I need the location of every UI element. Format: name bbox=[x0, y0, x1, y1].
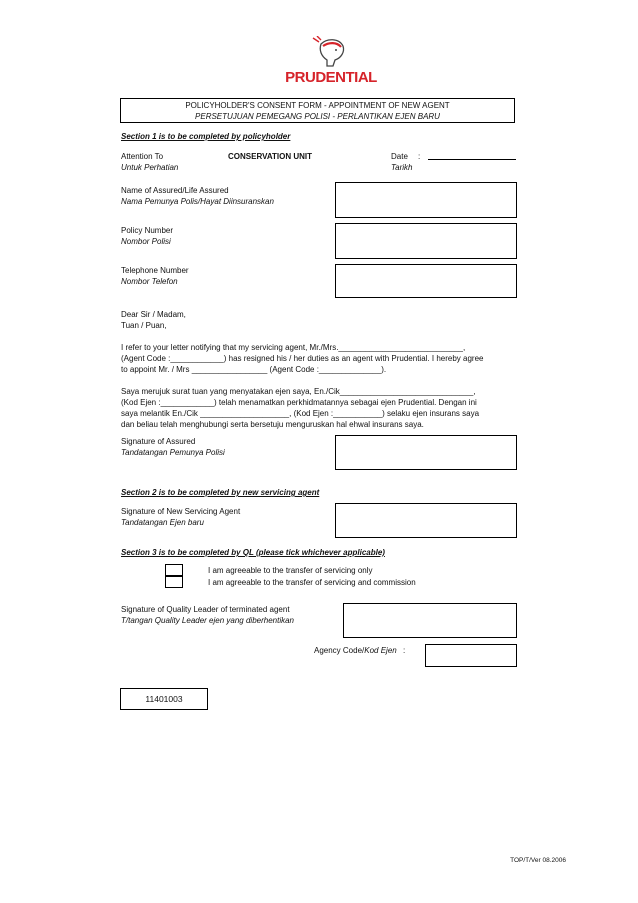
form-title-box bbox=[120, 98, 515, 123]
telephone-label-ms: Nombor Telefon bbox=[121, 277, 178, 286]
consent-paragraph-en-line3: to appoint Mr. / Mrs _________________ (Agent Code :______________). bbox=[121, 365, 387, 374]
agent-signature-field[interactable] bbox=[335, 503, 517, 538]
policy-number-field[interactable] bbox=[335, 223, 517, 259]
agency-code-label-en: Agency Code/ bbox=[314, 646, 365, 655]
consent-paragraph-ms-line2: (Kod Ejen :____________) telah menamatkan perkhidmatannya sebagai ejen Prudential. Dengan ini bbox=[121, 398, 477, 407]
agency-code-field[interactable] bbox=[425, 644, 517, 667]
form-title-ms: PERSETUJUAN PEMEGANG POLISI - PERLANTIKAN EJEN BARU bbox=[195, 112, 440, 121]
section3-heading: Section 3 is to be completed by QL (please tick whichever applicable) bbox=[121, 548, 385, 557]
prudential-logo bbox=[283, 36, 379, 92]
servicing-only-label: I am agreeable to the transfer of servicing only bbox=[208, 566, 373, 575]
date-colon: : bbox=[418, 152, 421, 161]
assured-signature-label: Signature of Assured bbox=[121, 437, 196, 446]
agency-code-label bbox=[314, 645, 405, 656]
policy-number-label-ms: Nombor Polisi bbox=[121, 237, 171, 246]
servicing-commission-checkbox[interactable] bbox=[165, 576, 183, 588]
version-footer: TOP/T/Ver 08.2006 bbox=[510, 857, 566, 864]
consent-paragraph-ms-line3: saya melantik En./Cik ____________________, (Kod Ejen :___________) selaku ejen insurans saya bbox=[121, 409, 480, 418]
consent-paragraph-ms-line4: dan beliau telah menghubungi serta bersetuju menguruskan hal ehwal insurans saya. bbox=[121, 420, 424, 429]
servicing-commission-label: I am agreeable to the transfer of servicing and commission bbox=[208, 578, 416, 587]
assured-label: Name of Assured/Life Assured bbox=[121, 186, 229, 195]
logo-text: PRUDENTIAL bbox=[285, 69, 377, 86]
section2-heading: Section 2 is to be completed by new servicing agent bbox=[121, 488, 320, 497]
ql-signature-label-ms: T/tangan Quality Leader ejen yang diberhentikan bbox=[121, 616, 295, 625]
consent-paragraph-ms-line1: Saya merujuk surat tuan yang menyatakan ejen saya, En./Cik______________________________, bbox=[121, 387, 476, 396]
agent-signature-label: Signature of New Servicing Agent bbox=[121, 507, 241, 516]
policy-number-label: Policy Number bbox=[121, 226, 174, 235]
salutation-en: Dear Sir / Madam, bbox=[121, 310, 186, 319]
agency-code-colon: : bbox=[402, 646, 406, 655]
servicing-only-checkbox[interactable] bbox=[165, 564, 183, 576]
assured-signature-label-ms: Tandatangan Pemunya Polisi bbox=[121, 448, 225, 457]
date-field[interactable] bbox=[428, 159, 516, 160]
telephone-field[interactable] bbox=[335, 264, 517, 298]
consent-paragraph-en-line1: I refer to your letter notifying that my servicing agent, Mr./Mrs.____________________________, bbox=[121, 343, 466, 352]
form-code-box bbox=[120, 688, 208, 710]
assured-label-ms: Nama Pemunya Polis/Hayat Diinsuranskan bbox=[121, 197, 274, 206]
ql-signature-field[interactable] bbox=[343, 603, 517, 638]
salutation-ms: Tuan / Puan, bbox=[121, 321, 167, 330]
section1-heading: Section 1 is to be completed by policyholder bbox=[121, 132, 291, 141]
form-code: 11401003 bbox=[145, 694, 183, 704]
assured-signature-field[interactable] bbox=[335, 435, 517, 470]
date-label-ms: Tarikh bbox=[391, 163, 413, 172]
consent-paragraph-en-line2: (Agent Code :____________) has resigned his / her duties as an agent with Prudential. I hereby agree bbox=[121, 354, 484, 363]
form-title-en: POLICYHOLDER'S CONSENT FORM - APPOINTMENT OF NEW AGENT bbox=[185, 101, 450, 110]
attention-value: CONSERVATION UNIT bbox=[228, 152, 313, 161]
date-label: Date bbox=[391, 152, 408, 161]
attention-label-ms: Untuk Perhatian bbox=[121, 163, 179, 172]
agency-code-label-ms: Kod Ejen bbox=[364, 646, 397, 655]
prudential-head-icon bbox=[283, 36, 379, 72]
telephone-label: Telephone Number bbox=[121, 266, 189, 275]
attention-label: Attention To bbox=[121, 152, 164, 161]
assured-name-field[interactable] bbox=[335, 182, 517, 218]
agent-signature-label-ms: Tandatangan Ejen baru bbox=[121, 518, 204, 527]
ql-signature-label: Signature of Quality Leader of terminated agent bbox=[121, 605, 290, 614]
